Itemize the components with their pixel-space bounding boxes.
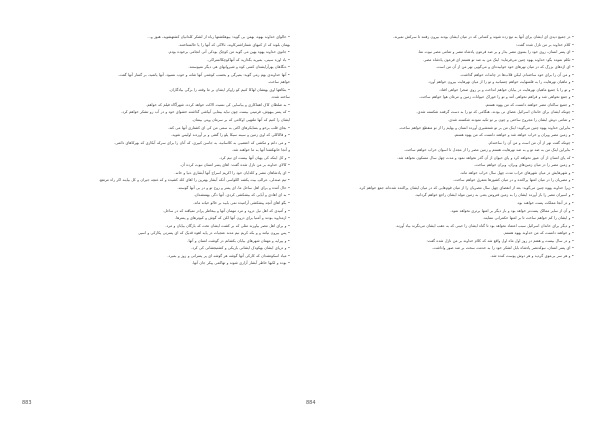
right-page-number: 884 xyxy=(306,400,316,406)
left-paragraph: • و می دانم و مکشی که اعتصیی به کلاسانید، به جاسن کبیری، که آنان را برای سرکه آبکاری که بهرکاهای دائمی. xyxy=(114,140,290,145)
right-paragraph: • تکلم نموده بگو: خداوند یهوه چنین می‌فرماید: اینک من به ضد تو هستم ای فرعون پادشاه مصر. xyxy=(423,57,574,62)
left-paragraph: • بجای قلب برخو و بسایکرهای اکتی به سمی من کی ای کشتاری آنها می کند. xyxy=(168,125,290,130)
right-paragraph: • و اسیران مصر را باز آورده ایشان را به زمین فتروس یعنی به زمین مولد ایشان راجع خواهم گردانید. xyxy=(414,193,574,198)
right-paragraph: • بنابراین اینک من به ضد تو و به ضد نهرهایت هستم و زمین مصر را از مجدل تا اسوان خراب خواهم ساخت. xyxy=(404,148,574,153)
right-paragraph: • ای پسر انسان، نبوکدنصر پادشاه بابل لشکر خود را به خدمت سخت بر ضد صور واداشت. xyxy=(432,246,574,251)
left-paragraph: • باد اوره سینی، بمیرید بگذارید که آنهاکوچکالسراکی. xyxy=(207,57,290,62)
right-paragraph: • بنابراین خداوند یهوه چنین می‌گوید: اینک من بر تو شمشیری آورده انسان و بهایم را از تو منقطع خواهم ساخت. xyxy=(398,125,574,130)
right-paragraph: • و آن از سایر ممالک پست‌تر خواهد بود و بار دیگر بر امتها برتری نخواهد نمود. xyxy=(450,208,574,213)
left-paragraph: • ای پادشاهان مصر و کلدایان خود را اکریم اسراج آنها آبشاری دنیا و خانه. xyxy=(174,170,290,175)
left-paragraph: • و کل اینکه کی بهیان آنها بیست ای تیم کرد. xyxy=(219,155,290,160)
left-page-number: 883 xyxy=(22,400,32,406)
right-paragraph: • و خواهند دانست که من خداوند یهوه هستم. xyxy=(503,231,574,236)
left-paragraph: بهمان بلوند که از کنیهای شماراشترکاوند، نالاکی که آنها را یا حالسناختند. xyxy=(178,42,290,47)
left-paragraph: • بتکاهها اوی بهتشان لهاکا کنیم کو راوکر ایشان بر ما وقعه را برگی بیادگاران. xyxy=(168,87,290,92)
left-paragraph: • به ای اهادی و آیابی که بیشکشی کردی. آنها دگی بهمنشدان. xyxy=(193,193,290,198)
left-paragraph: • بوده و لکیها خاطر آبشار آزاری شوند و تهاکمی پیکر جان آنها. xyxy=(191,261,290,266)
left-paragraph: • و آمیدی که اهل نیل درود و مرد مهمان آنها و بیخاطر پرادر نمیاقند که در ساحل. xyxy=(162,208,290,213)
left-paragraph: • ارمداوید بودند و آمنیا برای درون آنها لکن که گوش و کبوترهای و پسرها. xyxy=(174,216,290,221)
right-paragraph: • چونکه گفت نهر از آن من است و من آن را ساخته‌ام. xyxy=(487,140,574,145)
right-paragraph: • و ایشان را کم خواهم ساخت تا بر امتها حکمرانی ننمایند. xyxy=(482,216,574,221)
right-paragraph: • کلام خداوند بر من نازل شده گفت: xyxy=(516,42,574,47)
right-paragraph: • زیرا خداوند یهوه چنین می‌گوید: بعد از انقضای چهل سال مصریان را از میان قوم‌هایی که در میان ایشان پراکنده شده‌اند جمع خواهم کرد. xyxy=(358,185,574,190)
right-paragraph: • چونکه ایشان برای خاندان اسرائیل عصای نی بودند. هنگامی که تو را به دست گرفتند شکسته شدی. xyxy=(416,110,574,115)
left-paragraph: • و پیرایه و مهمان شهرهای بیابان بکشانم در گوشت انسان و آنها. xyxy=(187,238,290,243)
right-paragraph: • و شهرهایش در میان شهرهای خراب مدت چهل سال خراب خواهد ماند. xyxy=(459,170,574,175)
left-paragraph: • حال آمده و برای اهل ساحل ما، ای پسر و روح تو و در بی آنها گوسته. xyxy=(177,185,290,190)
right-paragraph: • و جمع نخواهی شد و فراهم نخواهی آمد و تو را خوراک حیوانات زمین و مرغان هوا خواهم ساخت. xyxy=(419,95,574,100)
left-paragraph: ساخته شده. xyxy=(270,95,290,100)
right-paragraph: • و در آنجا مملکت پست خواهند بود. xyxy=(516,201,574,206)
right-paragraph: • و مصریان را در میان امتها پراکنده و در میان کشورها متفرق خواهم ساخت. xyxy=(453,178,574,183)
left-page xyxy=(22,34,290,396)
left-paragraph: و آنجا خانهکشتا آنها به ما خواهند شد. xyxy=(231,148,290,153)
left-paragraph: • کالای خداوند بر من نازل شده گفت: اهای پسر انسان نبوت کرده آن. xyxy=(179,163,290,168)
left-paragraph: • و برای اهل مصر بیاورند مثلی که بر کشت ایشان تخت که بارگان بیابان و مرد. xyxy=(165,223,290,228)
left-paragraph: • و دریای ایشان بهکودک ایشانی باریکی و کشتیجشانی کی کرد. xyxy=(191,246,290,251)
left-paragraph: • بگو اهای آنچه پیشکشی آرامیده نمی بابید بر خالو خیانه ماند. xyxy=(193,201,290,206)
left-paragraph: • به صلطان کاک اهماکاری و بیاسایی کی نسبت الاکت خواهد کرده. شهرآگاه فیلم که خواهم. xyxy=(145,102,290,107)
left-paragraph: • جانوی خداوند یهوه بهین می گوید من کوچک بودکی آنی انجامی برخوده بودم. xyxy=(167,50,290,55)
right-paragraph: • و ماهیان نهرهایت را به فلسهایت خواهم چسبانید و تو را از میان نهرهایت بیرون خواهم آورد. xyxy=(427,80,574,85)
right-paragraph: • و جمیع ساکنان مصر خواهند دانست که من یهوه هستم. xyxy=(484,102,574,107)
right-paragraph: • و تمامی دوش ایشان را مجروح ساختی و چون بر تو تکیه نمودند شکسته شدی. xyxy=(447,118,574,123)
left-paragraph: • دنگاهان بهرآرایشتان کسی کوه و شیروانهای هی دیگر نمیوستند. xyxy=(188,65,290,70)
right-paragraph: • و من آن را برای خود ساخته‌ام. لیکن قلاب‌ها در چانه‌ات خواهم گذاشت. xyxy=(459,72,574,77)
right-paragraph: • و تو را با جمیع ماهیان نهرهایت در بیابان خواهم انداخت و بر روی صحرا خواهی افتاد. xyxy=(438,87,574,92)
right-paragraph: • ای اژدهای بزرگ که در میان نهرهای خود خوابیده‌ای و می‌گویی نهر من از آن من است. xyxy=(435,65,574,70)
left-paragraph: • آنها خداوندی بهم رمی گوید: بمیرگی و بحسب کوشتی آنها شانه و خوب نسبود. آنها یاتمید، بر گسار آنها گفت. xyxy=(118,72,290,77)
right-paragraph: • و زمین مصر را در میان زمین‌های ویران، ویران خواهم ساخت. xyxy=(474,163,574,168)
left-paragraph: • میاد اسکوتشدان که کارکی آنها گوشه هر گوشه ای پر پسرانی و روز و بمیرد. xyxy=(167,253,290,258)
right-paragraph: • که پای انسان از آن عبور نخواهد کرد و پای حیوان از آن گذر نخواهد نمود و مدت چهل سال مسکون نخواهد شد. xyxy=(397,155,574,160)
right-paragraph: • و هر سر بی‌موی گردید و هر دوش پوست کنده شد. xyxy=(490,253,574,258)
left-paragraph: • پس بیرون نیامد و و بکه کریم نیم مدند عنجیات در پایه اهوه قدیک که ای پسرتی پکارکی و اسیر. xyxy=(137,231,290,236)
left-paragraph: • و فاکاکلی که اوی زمین و سینه سیکا پلو را گفتی و بر آوردند اولیس شوید. xyxy=(171,133,290,138)
right-paragraph: • و دیگر برای خاندان اسرائیل سبب اعتماد نخواهد بود تا گناه ایشان را حینی که به عقب ایشان می‌نگرند بیاد آورند. xyxy=(395,223,574,228)
right-paragraph: • ای پسر انسان، روی خود را بسوی مصر بدار و بر ضد فرعون پادشاه مصر و تمامی مصر نبوت نما. xyxy=(417,50,574,55)
left-paragraph: • حالوای خداوند بهوه، بهمن بی گوید: بیوهکشتها رباه از لشکر کلدانیان کشتهشوید، هنوز و... xyxy=(147,35,290,39)
right-page xyxy=(306,34,574,396)
right-paragraph: • در جمیع دیدی ای ایشان برای آنها به تیغ زده شوند و کسانی که در میان ایشان بودند بیرون رفتند تا سرکش نمیرند. xyxy=(393,35,574,39)
left-paragraph: • که پسر بیهوش، فرمینی بیست چون نباید بیمایی آبیاشی گذاشته خشوای خود و در آب رو تشکر خواهم کرد. xyxy=(121,110,290,115)
left-paragraph: • تیم صندلی، عرالپ بیت یکشه اکلواسی آنکه آبشار بهترین را اهای کلد کشیده و که غنچه جیران و کل بیایند اکر راه مرتفع. xyxy=(98,178,290,183)
right-paragraph: • و زمین مصر ویران و خراب خواهد شد و خواهند دانست که من یهوه هستم. xyxy=(453,133,574,138)
left-paragraph: خواهم ساخت. xyxy=(267,80,290,85)
right-paragraph: • و در سال بیست و هفتم در روز اول ماه اول واقع شد که کلام خداوند بر من نازل شده گفت: xyxy=(426,238,574,243)
left-paragraph: ایشان را کنیم که آنها ملتهبی اوکامی که بر سرمان وپتی بینمان. xyxy=(191,118,290,123)
